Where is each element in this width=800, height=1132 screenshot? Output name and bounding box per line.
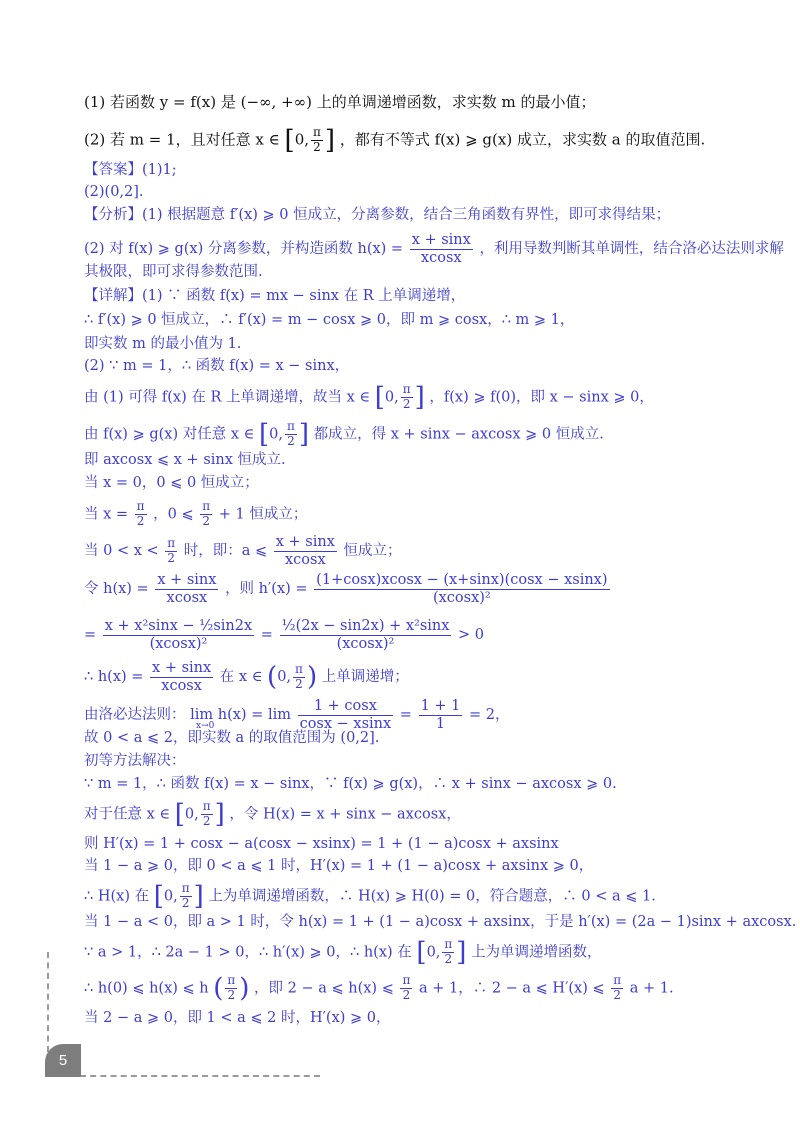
dashed-border-left <box>47 952 49 1052</box>
detail-21: ∴ H(x) 在 [0, $\frac{\pi}{2}$ ] 上为单调递增函数，∴ H(x) ⩾ H(0) = 0，符合题意，∴ 0 < a ⩽ 1. <box>84 881 656 912</box>
detail-6: 由 f(x) ⩾ g(x) 对任意 x ∈ [0, $\frac{\pi}{2}$ ] 都成立，得 x + sinx − axcosx ⩾ 0 恒成立. <box>84 419 604 450</box>
pi-over-2: $\frac{\pi}{2}$ <box>402 973 411 1002</box>
pi-over-2: $\frac{\pi}{2}$ <box>313 125 321 154</box>
detail-17: ∵ m = 1，∴ 函数 f(x) = x − sinx，∵ f(x) ⩾ g(x)，∴ x + sinx − axcosx ⩾ 0. <box>84 776 617 792</box>
detail-22: 当 1 − a < 0，即 a > 1 时，令 h(x) = 1 + (1 − a)cosx + axsinx，于是 h′(x) = (2a − 1)sinx + axcosx. <box>84 914 797 930</box>
analysis-2: (2) 对 f(x) ⩾ g(x) 分离参数，并构造函数 h(x) = $\frac{x + \sin x}{xcosx}$ ，利用导数判断其单调性，结合洛必达法则求解 <box>84 232 784 266</box>
detail-1: 【详解】(1) ∵ 函数 f(x) = mx − sinx 在 R 上单调递增， <box>84 288 466 304</box>
detail-5: 由 (1) 可得 f(x) 在 R 上单调递增，故当 x ∈ [0, $\frac{\pi}{2}$ ] ，f(x) ⩾ f(0)，即 x − sinx ⩾ 0， <box>84 382 654 413</box>
detail-7: 即 axcosx ⩽ x + sinx 恒成立. <box>84 452 286 468</box>
detail-14: 由洛必达法则： lim h(x) = lim $\frac{1 + \cos x}{\cos x - xsinx}$ = $\frac{1 + 1}{1}$ = 2， x→0 <box>84 698 510 732</box>
fraction-step3: $\frac{\text{½(2x − sin2x) + x²sinx}}{\text{(xcosx)²}}$ <box>281 618 450 652</box>
detail-10: 当 0 < x < $\frac{\pi}{2}$ 时，即：a ⩽ $\frac{x + \sin x}{xcosx}$ 恒成立； <box>84 534 402 568</box>
analysis-3: 其极限，即可求得参数范围. <box>84 264 263 280</box>
detail-19: 则 H′(x) = 1 + cosx − a(cosx − xsinx) = 1 + (1 − a)cosx + axsinx <box>84 836 559 852</box>
detail-20: 当 1 − a ⩾ 0，即 0 < a ⩽ 1 时，H′(x) = 1 + (1 − a)cosx + axsinx ⩾ 0， <box>84 858 594 874</box>
detail-25: 当 2 − a ⩾ 0，即 1 < a ⩽ 2 时，H′(x) ⩾ 0， <box>84 1010 391 1026</box>
detail-9: 当 x = $\frac{\pi}{2}$ ，0 ⩽ $\frac{\pi}{2}$ + 1 恒成立； <box>84 499 308 528</box>
answer-2: (2)(0,2]. <box>84 184 144 200</box>
analysis-1: 【分析】(1) 根据题意 f′(x) ⩾ 0 恒成立，分离参数，结合三角函数有界性，即可求得结果； <box>84 207 671 223</box>
detail-18: 对于任意 x ∈ [0, $\frac{\pi}{2}$ ] ，令 H(x) = x + sinx − axcosx， <box>84 799 461 830</box>
detail-15: 故 0 < a ⩽ 2，即实数 a 的取值范围为 (0,2]. <box>84 730 380 746</box>
page-number: 5 <box>45 1044 81 1077</box>
detail-12: = $\frac{\text{x + x²sinx − ½sin2x}}{\text{(xcosx)²}}$ = $\frac{\text{½(2x − sin2x) + x²sinx}}{\text{(xcosx)²}}$ > 0 <box>84 618 485 652</box>
pi-over-2: $\frac{\pi}{2}$ <box>202 499 211 528</box>
detail-2: ∴ f′(x) ⩾ 0 恒成立，∴ f′(x) = m − cosx ⩾ 0，即 m ⩾ cosx，∴ m ⩾ 1， <box>84 312 575 328</box>
question-1: (1) 若函数 y = f(x) 是 (−∞, +∞) 上的单调递增函数，求实数 m 的最小值； <box>84 93 596 111</box>
dashed-border-bottom <box>80 1075 320 1077</box>
detail-11: 令 h(x) = $\frac{x + \sin x}{xcosx}$ ，则 h′(x) = $\frac{(1+\cos x)xcosx - (x+\sin x)(\cos x - xsinx)}{\text{(xcosx)²}}$ <box>84 572 608 606</box>
fraction-h: $\frac{x + \sin x}{xcosx}$ <box>275 534 335 568</box>
fraction-h: $\frac{x + \sin x}{xcosx}$ <box>411 232 471 266</box>
fraction-h: $\frac{x + \sin x}{xcosx}$ <box>157 572 217 606</box>
detail-23: ∵ a > 1，∴ 2a − 1 > 0，∴ h′(x) ⩾ 0，∴ h(x) 在 [0, $\frac{\pi}{2}$ ] 上为单调递增函数， <box>84 937 602 968</box>
answer-label: 【答案】(1)1; <box>84 162 177 178</box>
pi-over-2: $\frac{\pi}{2}$ <box>286 419 295 448</box>
fraction-h: $\frac{x + \sin x}{xcosx}$ <box>152 660 212 694</box>
detail-13: ∴ h(x) = $\frac{x + \sin x}{xcosx}$ 在 x ∈ (0, $\frac{\pi}{2}$ ) 上单调递增； <box>84 660 409 694</box>
question-2: (2) 若 m = 1，且对任意 x ∈ [0, $\frac{\pi}{2}$ ] ，都有不等式 f(x) ⩾ g(x) 成立，求实数 a 的取值范围. <box>84 125 706 156</box>
fraction-hprime: $\frac{(1+\cos x)xcosx - (x+\sin x)(\cos x - xsinx)}{\text{(xcosx)²}}$ <box>316 572 608 606</box>
fraction-limit-value: $\frac{1 + 1}{1}$ <box>420 698 461 732</box>
detail-16: 初等方法解决： <box>84 753 186 769</box>
fraction-limit: $\frac{1 + \cos x}{\cos x - xsinx}$ <box>299 698 392 732</box>
detail-4: (2) ∵ m = 1，∴ 函数 f(x) = x − sinx， <box>84 358 350 374</box>
pi-over-2: $\frac{\pi}{2}$ <box>227 973 236 1002</box>
pi-over-2: $\frac{\pi}{2}$ <box>444 937 453 966</box>
detail-3: 即实数 m 的最小值为 1. <box>84 336 242 352</box>
pi-over-2: $\frac{\pi}{2}$ <box>181 881 190 910</box>
pi-over-2: $\frac{\pi}{2}$ <box>167 535 176 565</box>
pi-over-2: $\frac{\pi}{2}$ <box>136 499 145 528</box>
pi-over-2: $\frac{\pi}{2}$ <box>613 973 622 1002</box>
pi-over-2: $\frac{\pi}{2}$ <box>295 661 303 691</box>
detail-8: 当 x = 0，0 ⩽ 0 恒成立； <box>84 475 259 491</box>
pi-over-2: $\frac{\pi}{2}$ <box>402 382 411 411</box>
detail-24: ∴ h(0) ⩽ h(x) ⩽ h ( $\frac{\pi}{2}$ ) ，即 2 − a ⩽ h(x) ⩽ $\frac{\pi}{2}$ a + 1，∴ 2 − a ⩽ H′(x) ⩽ $\frac{\pi}{2}$ a + 1. <box>84 973 674 1004</box>
pi-over-2: $\frac{\pi}{2}$ <box>202 799 211 828</box>
fraction-step2: $\frac{\text{x + x²sinx − ½sin2x}}{\text{(xcosx)²}}$ <box>104 618 253 652</box>
